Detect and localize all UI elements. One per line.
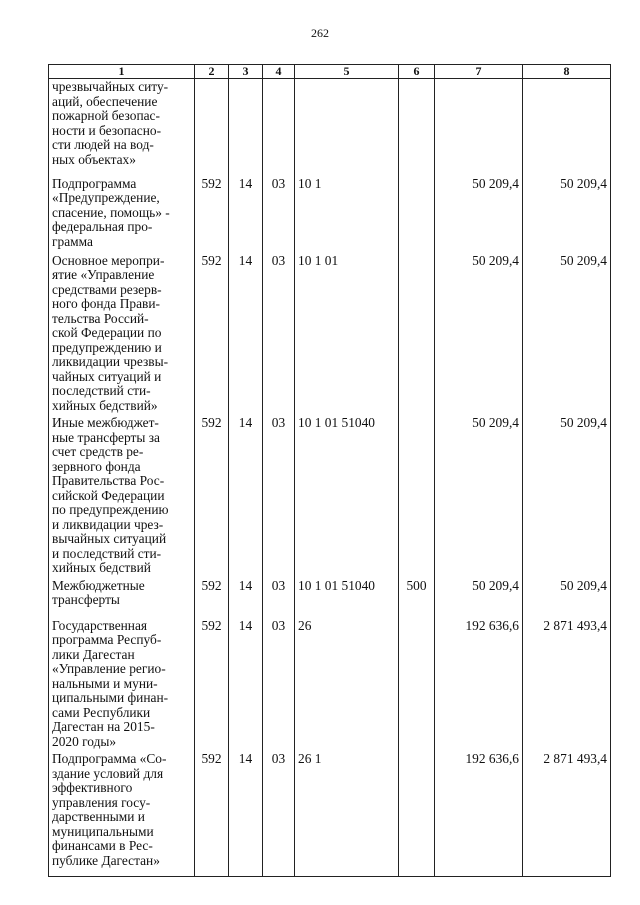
item-name-line: Межбюджетные bbox=[52, 577, 145, 593]
item-name-cell bbox=[49, 174, 195, 251]
item-name-line: тельства Россий- bbox=[52, 310, 149, 326]
expense-type-cell bbox=[399, 749, 435, 876]
item-name-cell bbox=[49, 413, 195, 576]
item-name-line: ской Федерации по bbox=[52, 325, 162, 340]
table-row bbox=[49, 576, 611, 616]
amount-col8-cell: 2 871 493,4 bbox=[523, 749, 611, 876]
amount-col8-cell bbox=[523, 79, 611, 174]
section-code-cell: 14 bbox=[229, 251, 263, 414]
target-article-cell: 10 1 bbox=[295, 174, 399, 251]
column-header: 3 bbox=[229, 65, 263, 79]
target-article-cell: 10 1 01 51040 bbox=[295, 576, 399, 616]
table-row bbox=[49, 79, 611, 174]
item-name-cell bbox=[49, 251, 195, 414]
column-header: 5 bbox=[295, 65, 399, 79]
section-code-cell bbox=[229, 79, 263, 174]
amount-col8-cell: 50 209,4 bbox=[523, 413, 611, 576]
subsection-code-cell: 03 bbox=[263, 251, 295, 414]
item-name-line: и ликвидации чрез- bbox=[52, 516, 164, 532]
item-name-line: счет средств ре- bbox=[52, 444, 144, 459]
item-name-line: лики Дагестан bbox=[52, 646, 135, 662]
item-name-line: Иные межбюджет- bbox=[52, 415, 159, 430]
item-name-line: аций, обеспечение bbox=[52, 93, 158, 109]
item-name-cell bbox=[49, 616, 195, 750]
item-name-line: Основное меропри- bbox=[52, 252, 165, 268]
item-name-line: 2020 годы» bbox=[52, 733, 117, 749]
item-name-line: нальными и муни- bbox=[52, 675, 158, 691]
item-name-line: финансами в Рес- bbox=[52, 838, 153, 853]
item-name-line: хийных бедствий» bbox=[52, 397, 158, 413]
table-row bbox=[49, 616, 611, 750]
gov-agency-code-cell: 592 bbox=[195, 749, 229, 876]
section-code-cell: 14 bbox=[229, 616, 263, 750]
table-row bbox=[49, 251, 611, 414]
item-name-line: предупреждению и bbox=[52, 339, 162, 355]
amount-col8-cell: 2 871 493,4 bbox=[523, 616, 611, 750]
item-name-line: Дагестан на 2015- bbox=[52, 719, 155, 734]
subsection-code-cell: 03 bbox=[263, 413, 295, 576]
expense-type-cell bbox=[399, 174, 435, 251]
subsection-code-cell bbox=[263, 79, 295, 174]
item-name-line: хийных бедствий bbox=[52, 560, 151, 575]
header-row bbox=[49, 65, 611, 79]
section-code-cell: 14 bbox=[229, 174, 263, 251]
item-name-line: сти людей на вод- bbox=[52, 137, 154, 152]
column-header: 8 bbox=[523, 65, 611, 79]
amount-col7-cell: 50 209,4 bbox=[435, 413, 523, 576]
item-name-line: чрезвычайных ситу- bbox=[52, 79, 169, 94]
subsection-code-cell: 03 bbox=[263, 174, 295, 251]
column-header: 2 bbox=[195, 65, 229, 79]
section-code-cell: 14 bbox=[229, 749, 263, 876]
item-name-line: ципальными финан- bbox=[52, 690, 169, 705]
expense-type-cell bbox=[399, 79, 435, 174]
expense-type-cell: 500 bbox=[399, 576, 435, 616]
item-name-cell bbox=[49, 79, 195, 174]
item-name-cell bbox=[49, 576, 195, 616]
target-article-cell: 10 1 01 bbox=[295, 251, 399, 414]
section-code-cell: 14 bbox=[229, 413, 263, 576]
subsection-code-cell: 03 bbox=[263, 616, 295, 750]
item-name-line: сийской Федерации bbox=[52, 487, 165, 503]
table-row bbox=[49, 413, 611, 576]
subsection-code-cell: 03 bbox=[263, 576, 295, 616]
expense-type-cell bbox=[399, 251, 435, 414]
gov-agency-code-cell: 592 bbox=[195, 174, 229, 251]
item-name-line: последствий сти- bbox=[52, 383, 151, 398]
column-header: 1 bbox=[49, 65, 195, 79]
amount-col7-cell: 50 209,4 bbox=[435, 251, 523, 414]
item-name-line: и последствий сти- bbox=[52, 545, 162, 561]
item-name-line: Подпрограмма bbox=[52, 175, 137, 191]
item-name-line: федеральная про- bbox=[52, 219, 153, 234]
item-name-line: ного фонда Прави- bbox=[52, 296, 160, 311]
amount-col7-cell: 192 636,6 bbox=[435, 749, 523, 876]
target-article-cell: 26 1 bbox=[295, 749, 399, 876]
item-name-line: публике Дагестан» bbox=[52, 852, 160, 868]
item-name-line: ликвидации чрезвы- bbox=[52, 354, 169, 369]
item-name-line: спасение, помощь» - bbox=[52, 204, 170, 220]
item-name-line: ности и безопасно- bbox=[52, 122, 162, 138]
target-article-cell bbox=[295, 79, 399, 174]
item-name-line: зервного фонда bbox=[52, 458, 141, 474]
item-name-line: сами Республики bbox=[52, 704, 151, 720]
item-name-line: «Предупреждение, bbox=[52, 190, 160, 205]
gov-agency-code-cell bbox=[195, 79, 229, 174]
item-name-line: трансферты bbox=[52, 592, 120, 607]
amount-col7-cell: 50 209,4 bbox=[435, 576, 523, 616]
item-name-line: чайных ситуаций и bbox=[52, 368, 162, 384]
column-header: 7 bbox=[435, 65, 523, 79]
item-name-line: Подпрограмма «Со- bbox=[52, 751, 167, 766]
amount-col8-cell: 50 209,4 bbox=[523, 174, 611, 251]
item-name-cell bbox=[49, 749, 195, 876]
table-row bbox=[49, 174, 611, 251]
item-name-line: вычайных ситуаций bbox=[52, 531, 167, 546]
expense-type-cell bbox=[399, 616, 435, 750]
column-header: 6 bbox=[399, 65, 435, 79]
item-name-line: пожарной безопас- bbox=[52, 108, 160, 123]
table-body bbox=[49, 79, 611, 877]
amount-col8-cell: 50 209,4 bbox=[523, 251, 611, 414]
budget-table bbox=[48, 64, 611, 877]
item-name-line: управления госу- bbox=[52, 794, 151, 810]
gov-agency-code-cell: 592 bbox=[195, 576, 229, 616]
target-article-cell: 26 bbox=[295, 616, 399, 750]
amount-col7-cell bbox=[435, 79, 523, 174]
item-name-line: здание условий для bbox=[52, 765, 164, 781]
gov-agency-code-cell: 592 bbox=[195, 413, 229, 576]
subsection-code-cell: 03 bbox=[263, 749, 295, 876]
gov-agency-code-cell: 592 bbox=[195, 616, 229, 750]
amount-col7-cell: 50 209,4 bbox=[435, 174, 523, 251]
amount-col7-cell: 192 636,6 bbox=[435, 616, 523, 750]
expense-type-cell bbox=[399, 413, 435, 576]
target-article-cell: 10 1 01 51040 bbox=[295, 413, 399, 576]
column-header: 4 bbox=[263, 65, 295, 79]
item-name-line: «Управление регио- bbox=[52, 661, 166, 676]
item-name-line: программа Респуб- bbox=[52, 632, 162, 647]
item-name-line: Государственная bbox=[52, 617, 148, 633]
item-name-line: средствами резерв- bbox=[52, 281, 162, 297]
section-code-cell: 14 bbox=[229, 576, 263, 616]
item-name-line: ные трансферты за bbox=[52, 429, 160, 445]
item-name-line: Правительства Рос- bbox=[52, 473, 165, 488]
table-row bbox=[49, 749, 611, 876]
item-name-line: ных объектах» bbox=[52, 151, 136, 167]
item-name-line: грамма bbox=[52, 233, 93, 249]
gov-agency-code-cell: 592 bbox=[195, 251, 229, 414]
item-name-line: по предупреждению bbox=[52, 502, 169, 517]
item-name-line: эффективного bbox=[52, 780, 133, 795]
item-name-line: муниципальными bbox=[52, 823, 154, 839]
amount-col8-cell: 50 209,4 bbox=[523, 576, 611, 616]
item-name-line: дарственными и bbox=[52, 809, 145, 824]
item-name-line: ятие «Управление bbox=[52, 267, 155, 282]
page-number: 262 bbox=[311, 26, 329, 40]
